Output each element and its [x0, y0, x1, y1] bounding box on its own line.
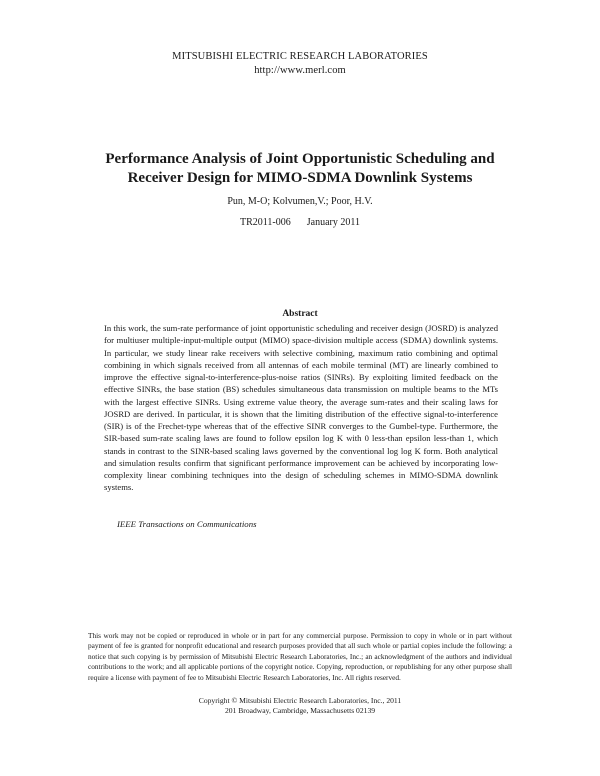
abstract-text: In this work, the sum-rate performance of joint opportunistic scheduling and receiver design (JOSRD) is analyzed for multiuser multiple-input-multiple output (MIMO) space-division multiple access (SDMA) downlink systems. In particular, we study linear rake receivers with selective combining, maximum ratio combining and optimal combining in which signals received from all antennas of each mobile terminal (MT) are linearly combined to improve the effective signal-to-interference-plus-noise ratios (SINRs). By exploiting limited feedback on the effective SINRs, the base station (BS) schedules simultaneous data transmission on multiple beams to the MTs with the largest effective SINRs. Using extreme value theory, the average sum-rates and their scaling laws for JOSRD are derived. In particular, it is shown that the limiting distribution of the effective signal-to-interference (SIR) is of the Frechet-type whereas that of the effective SINR converges to the Gumbel-type. Furthermore, the SIR-based sum-rate scaling laws are found to follow epsilon log K with 0 less-than epsilon less-than 1, which stands in contrast to the SINR-based scaling laws governed by the conventional log log K form. Both analytical and simulation results confirm that significant performance improvement can be achieved by incorporating low-complexity linear combining techniques into the design of scheduling schemes in MIMO-SDMA downlink systems.	[104, 323, 498, 493]
lab-header	[0, 50, 600, 78]
organization-name: MITSUBISHI ELECTRIC RESEARCH LABORATORIES	[172, 51, 428, 62]
paper-authors: Pun, M-O; Kolvumen,V.; Poor, H.V.	[227, 196, 373, 207]
report-info	[0, 216, 600, 229]
paper-title-line-2: Receiver Design for MIMO-SDMA Downlink Systems	[127, 170, 473, 186]
paper-title-line-1: Performance Analysis of Joint Opportunistic Scheduling and	[105, 151, 495, 167]
publication-venue: IEEE Transactions on Communications	[117, 519, 257, 529]
report-number: TR2011-006	[240, 217, 291, 228]
report-date: January 2011	[306, 217, 360, 228]
copyright-line: Copyright © Mitsubishi Electric Research Laboratories, Inc., 2011	[198, 696, 402, 705]
lab-url[interactable]: http://www.merl.com	[254, 65, 346, 76]
lab-address: 201 Broadway, Cambridge, Massachusetts 02139	[224, 706, 376, 715]
copy-permission-notice: This work may not be copied or reproduced in whole or in part for any commercial purpose. Permission to copy in whole or in part without payment of fee is granted for nonprofit educational and research purposes provided that all such whole or partial copies include the following: a notice that such copying is by permission of Mitsubishi Electric Research Laboratories, Inc.; an acknowledgment of the authors and individual contributions to the work; and all applicable portions of the copyright notice. Copying, reproduction, or republishing for any other purpose shall require a license with payment of fee to Mitsubishi Electric Research Laboratories, Inc. All rights reserved.	[88, 631, 512, 682]
paper-title	[40, 150, 560, 188]
copyright-block	[0, 696, 600, 716]
abstract-heading: Abstract	[282, 309, 318, 319]
